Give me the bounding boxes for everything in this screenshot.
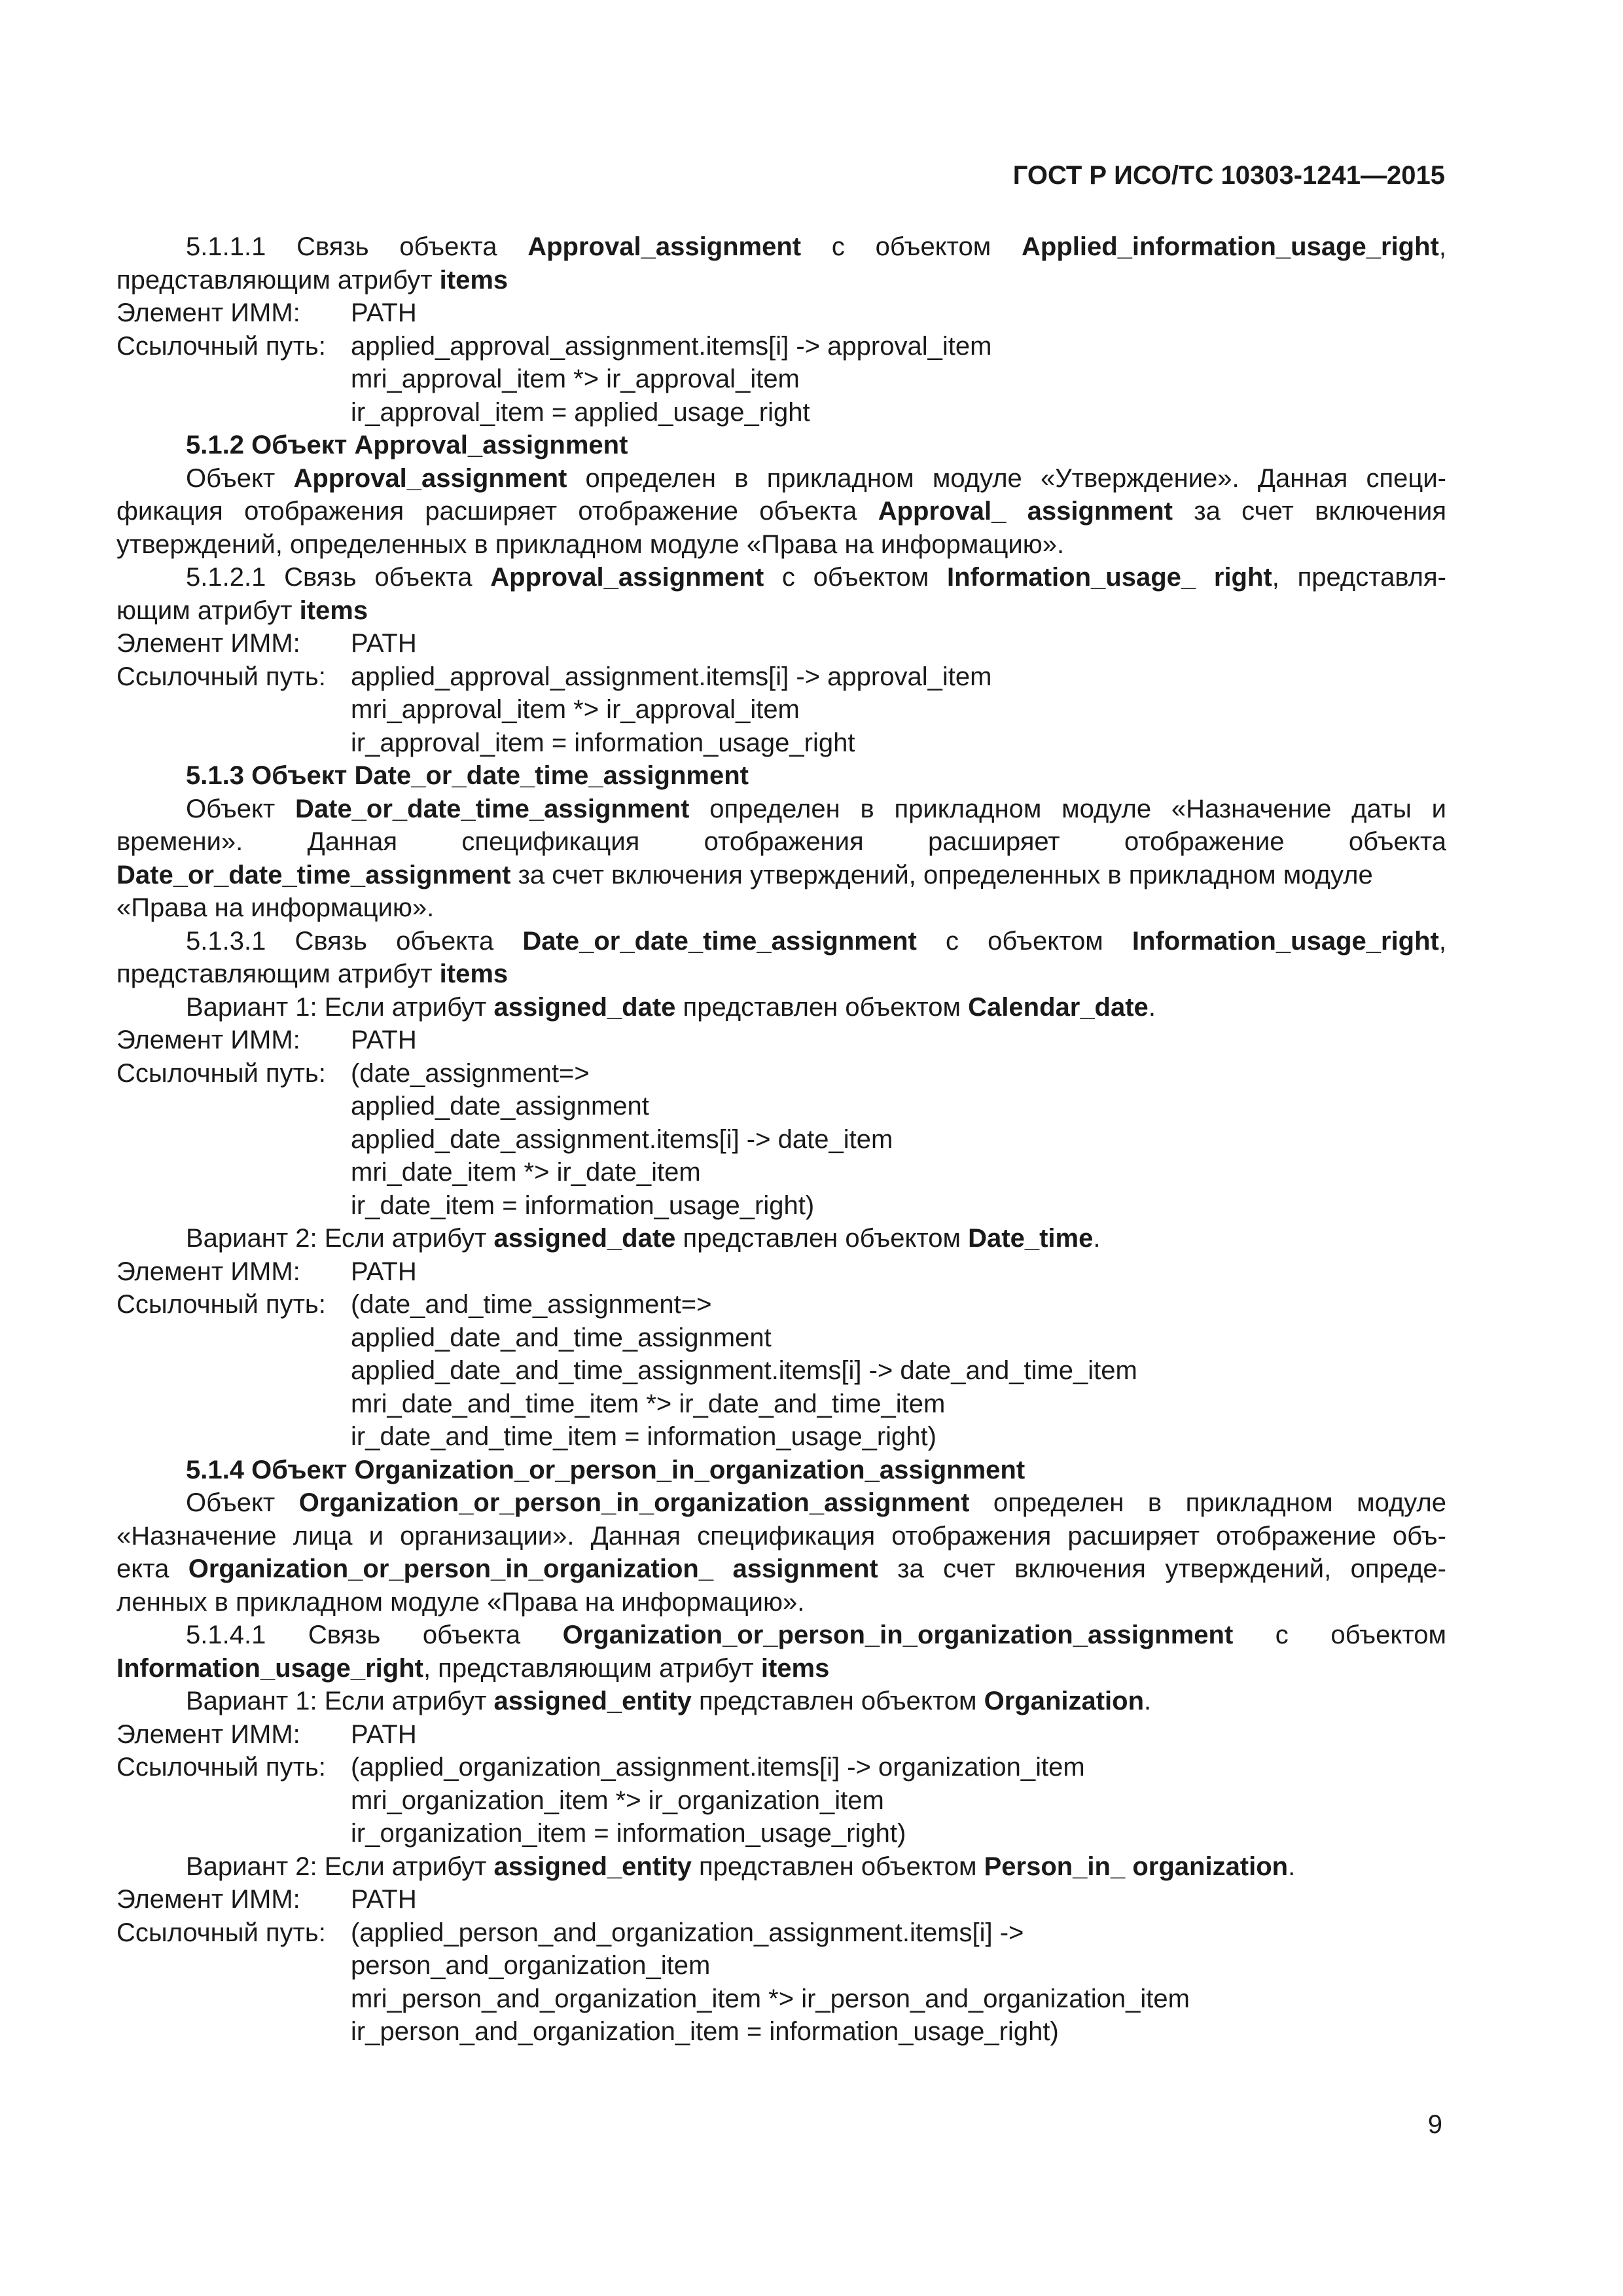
reference-path-line: mri_approval_item *> ir_approval_item (351, 365, 800, 393)
reference-path-line: mri_approval_item *> ir_approval_item (351, 695, 800, 724)
variant-1-line: Вариант 1: Если атрибут assigned_entity представлен объектом Organization. (186, 1687, 1152, 1715)
paragraph-line: ленных в прикладном модуле «Права на информацию». (116, 1587, 805, 1617)
section-5-1-2-heading: 5.1.2 Объект Approval_assignment (186, 431, 628, 459)
clause-5-1-2-1-line-2: ющим атрибут items (116, 596, 368, 625)
paragraph-line: «Права на информацию». (116, 893, 435, 922)
reference-path-line: ir_approval_item = information_usage_right (351, 728, 855, 757)
reference-path-line: ir_date_and_time_item = information_usage_right) (351, 1422, 936, 1451)
clause-5-1-2-1-line-1: 5.1.2.1 Связь объекта Approval_assignment с объектом Information_usage_ right, представля- (186, 563, 1446, 592)
reference-path-line: mri_organization_item *> ir_organization_item (351, 1785, 884, 1815)
imm-element-row: Элемент ИММ: PATH (116, 1885, 417, 1914)
reference-path-line: mri_date_and_time_item *> ir_date_and_time_item (351, 1389, 946, 1418)
imm-element-row: Элемент ИММ: PATH (116, 1719, 417, 1749)
paragraph-line: Объект Date_or_date_time_assignment определен в прикладном модуле «Назначение даты и (186, 794, 1447, 823)
page-number: 9 (1427, 2110, 1442, 2139)
clause-5-1-4-1-line-1: 5.1.4.1 Связь объекта Organization_or_person_in_organization_assignment с объектом (186, 1621, 1446, 1649)
clause-5-1-1-1-line-1: 5.1.1.1 Связь объекта Approval_assignment с объектом Applied_information_usage_right, (186, 232, 1446, 261)
reference-path-row: Ссылочный путь: (date_assignment=> (116, 1058, 590, 1088)
reference-path-line: mri_person_and_organization_item *> ir_person_and_organization_item (351, 1984, 1190, 2013)
variant-2-line: Вариант 2: Если атрибут assigned_date представлен объектом Date_time. (186, 1224, 1101, 1253)
section-5-1-3-heading: 5.1.3 Объект Date_or_date_time_assignment (186, 761, 749, 790)
clause-5-1-3-1-line-1: 5.1.3.1 Связь объекта Date_or_date_time_assignment с объектом Information_usage_right, (186, 926, 1446, 956)
reference-path-line: applied_date_assignment.items[i] -> date_item (351, 1124, 893, 1154)
reference-path-line: applied_date_assignment (351, 1092, 649, 1121)
paragraph-line: времени». Данная спецификация отображения расширяет отображение объекта (116, 827, 1446, 856)
page-content (116, 230, 1446, 2049)
paragraph-line: утверждений, определенных в прикладном модуле «Права на информацию». (116, 529, 1065, 559)
reference-path-row: Ссылочный путь: applied_approval_assignment.items[i] -> approval_item (116, 662, 992, 691)
paragraph-line: Объект Organization_or_person_in_organization_assignment определен в прикладном модуле (186, 1488, 1447, 1517)
reference-path-line: applied_date_and_time_assignment (351, 1323, 772, 1352)
reference-path-row: Ссылочный путь: applied_approval_assignment.items[i] -> approval_item (116, 331, 992, 361)
paragraph-line: екта Organization_or_person_in_organization_ assignment за счет включения утверждений, опреде- (116, 1554, 1446, 1583)
paragraph-line: Date_or_date_time_assignment за счет включения утверждений, определенных в прикладном модуле (116, 860, 1373, 889)
reference-path-line: ir_organization_item = information_usage_right) (351, 1819, 906, 1848)
reference-path-line: ir_date_item = information_usage_right) (351, 1191, 815, 1220)
paragraph-line: Объект Approval_assignment определен в прикладном модуле «Утверждение». Данная специ- (186, 463, 1446, 493)
reference-path-line: ir_person_and_organization_item = information_usage_right) (351, 2017, 1059, 2046)
section-5-1-4-heading: 5.1.4 Объект Organization_or_person_in_organization_assignment (186, 1455, 1026, 1484)
imm-element-row: Элемент ИММ: PATH (116, 629, 417, 658)
reference-path-row: Ссылочный путь: (applied_person_and_organization_assignment.items[i] -> (116, 1918, 1024, 1947)
clause-5-1-4-1-line-2: Information_usage_right, представляющим атрибут items (116, 1653, 830, 1683)
clause-5-1-1-1-line-2: представляющим атрибут items (116, 265, 508, 295)
variant-2-line: Вариант 2: Если атрибут assigned_entity представлен объектом Person_in_ organization. (186, 1852, 1296, 1881)
variant-1-line: Вариант 1: Если атрибут assigned_date представлен объектом Calendar_date. (186, 992, 1156, 1022)
clause-5-1-3-1-line-2: представляющим атрибут items (116, 960, 508, 988)
imm-element-row: Элемент ИММ: PATH (116, 298, 417, 327)
reference-path-row: Ссылочный путь: (date_and_time_assignment=> (116, 1290, 712, 1319)
paragraph-line: фикация отображения расширяет отображение объекта Approval_ assignment за счет включения (116, 497, 1446, 526)
standard-header: ГОСТ Р ИСО/ТС 10303-1241—2015 (1012, 161, 1445, 190)
reference-path-row: Ссылочный путь: (applied_organization_assignment.items[i] -> organization_item (116, 1753, 1085, 1782)
imm-element-row: Элемент ИММ: PATH (116, 1257, 417, 1286)
paragraph-line: «Назначение лица и организации». Данная спецификация отображения расширяет отображение объ- (116, 1521, 1446, 1551)
reference-path-line: ir_approval_item = applied_usage_right (351, 397, 810, 427)
imm-element-row: Элемент ИММ: PATH (116, 1026, 417, 1054)
reference-path-line: mri_date_item *> ir_date_item (351, 1158, 701, 1187)
reference-path-line: applied_date_and_time_assignment.items[i] -> date_and_time_item (351, 1356, 1137, 1385)
reference-path-line: person_and_organization_item (351, 1951, 711, 1980)
